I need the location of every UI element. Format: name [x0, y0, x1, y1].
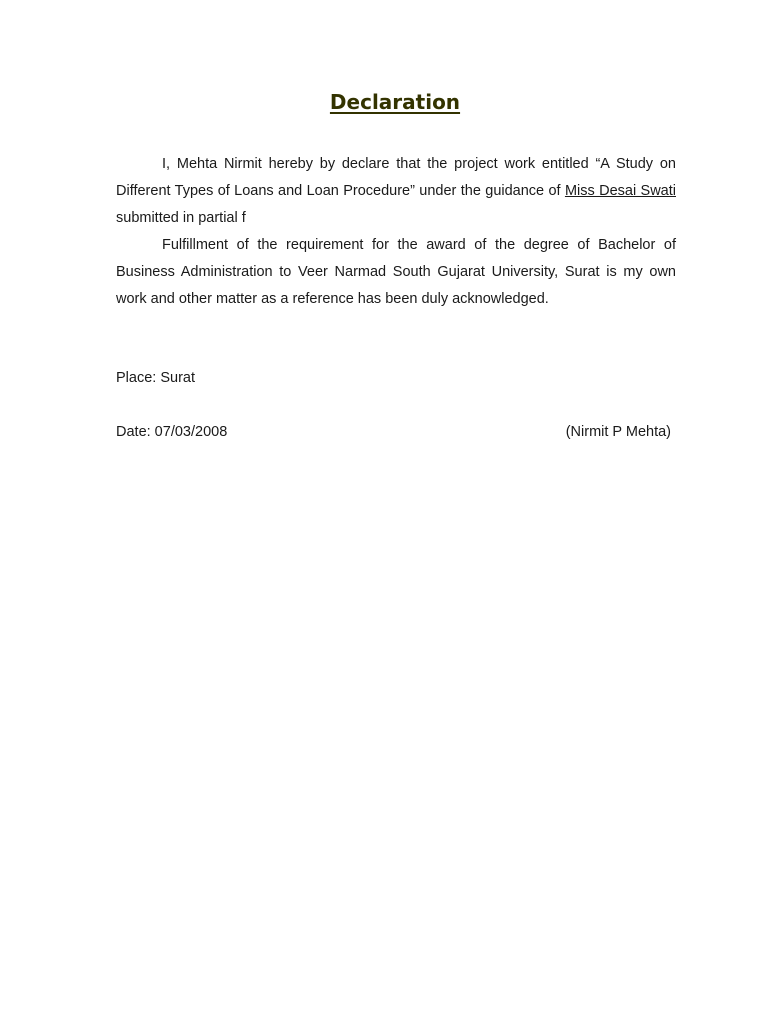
paragraph-1-text-start: I, Mehta Nirmit hereby by declare that the project work entitled “A Study on Different Types of Loans and Loan Procedure” under the guidance of: [116, 156, 676, 199]
declaration-title: Declaration: [329, 90, 461, 114]
guide-name: Miss Desai Swati: [564, 183, 676, 199]
date-line: Date: 07/03/2008: [116, 424, 228, 440]
declaration-body: [116, 151, 676, 313]
declaration-paragraph-1: [116, 151, 676, 232]
place-line: Place: Surat: [116, 370, 195, 386]
declaration-paragraph-2: Fulfillment of the requirement for the award of the degree of Bachelor of Business Administration to Veer Narmad South Gujarat University, Surat is my own work and other matter as a reference has been duly acknowledged.: [116, 237, 676, 307]
paragraph-1-text-end: submitted in partial f: [116, 210, 246, 226]
signature-name: (Nirmit P Mehta): [565, 424, 671, 440]
